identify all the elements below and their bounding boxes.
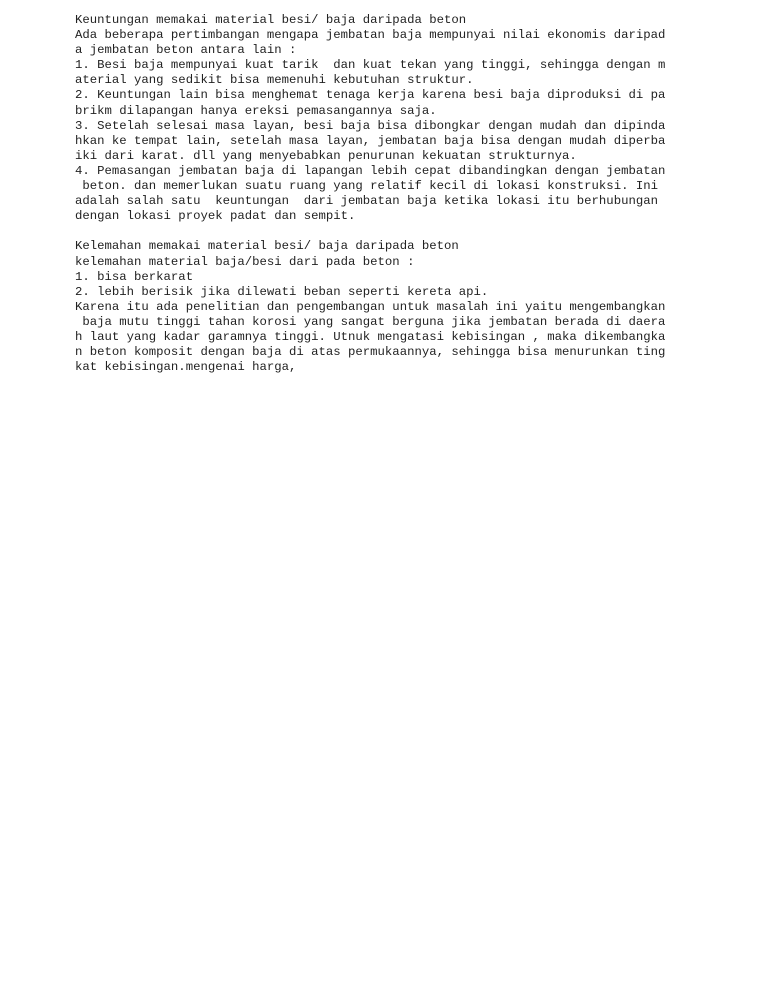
text-line: 1. bisa berkarat <box>75 269 194 284</box>
text-line: 3. Setelah selesai masa layan, besi baja bisa dibongkar dengan mudah dan dipinda <box>75 118 666 133</box>
text-line: kat kebisingan.mengenai harga, <box>75 360 297 375</box>
text-line: h laut yang kadar garamnya tinggi. Utnuk mengatasi kebisingan , maka dikembangka <box>75 329 666 344</box>
text-line: adalah salah satu keuntungan dari jembatan baja ketika lokasi itu berhubungan <box>75 194 658 209</box>
text-line: 2. Keuntungan lain bisa menghemat tenaga kerja karena besi baja diproduksi di pa <box>75 88 666 103</box>
text-line: hkan ke tempat lain, setelah masa layan, jembatan baja bisa dengan mudah diperba <box>75 133 666 148</box>
text-line: a jembatan beton antara lain : <box>75 43 297 58</box>
text-line: iki dari karat. dll yang menyebabkan penurunan kekuatan strukturnya. <box>75 148 577 163</box>
text-line: Ada beberapa pertimbangan mengapa jembatan baja mempunyai nilai ekonomis daripad <box>75 28 666 43</box>
text-line: brikm dilapangan hanya ereksi pemasangannya saja. <box>75 103 437 118</box>
text-line: kelemahan material baja/besi dari pada beton : <box>75 254 415 269</box>
text-line: 2. lebih berisik jika dilewati beban seperti kereta api. <box>75 284 489 299</box>
text-line: dengan lokasi proyek padat dan sempit. <box>75 209 356 224</box>
text-line: beton. dan memerlukan suatu ruang yang relatif kecil di lokasi konstruksi. Ini <box>75 179 658 194</box>
text-line: n beton komposit dengan baja di atas permukaannya, sehingga bisa menurunkan ting <box>75 345 666 360</box>
text-line: 1. Besi baja mempunyai kuat tarik dan kuat tekan yang tinggi, sehingga dengan m <box>75 58 666 73</box>
document-text <box>75 13 695 375</box>
text-line: Keuntungan memakai material besi/ baja daripada beton <box>75 13 467 27</box>
text-line: Karena itu ada penelitian dan pengembangan untuk masalah ini yaitu mengembangkan <box>75 299 666 314</box>
text-line: baja mutu tinggi tahan korosi yang sangat berguna jika jembatan berada di daera <box>75 314 666 329</box>
text-line: Kelemahan memakai material besi/ baja daripada beton <box>75 239 459 254</box>
text-line: aterial yang sedikit bisa memenuhi kebutuhan struktur. <box>75 73 474 88</box>
blank-line <box>75 224 695 239</box>
text-line: 4. Pemasangan jembatan baja di lapangan lebih cepat dibandingkan dengan jembatan <box>75 163 666 178</box>
